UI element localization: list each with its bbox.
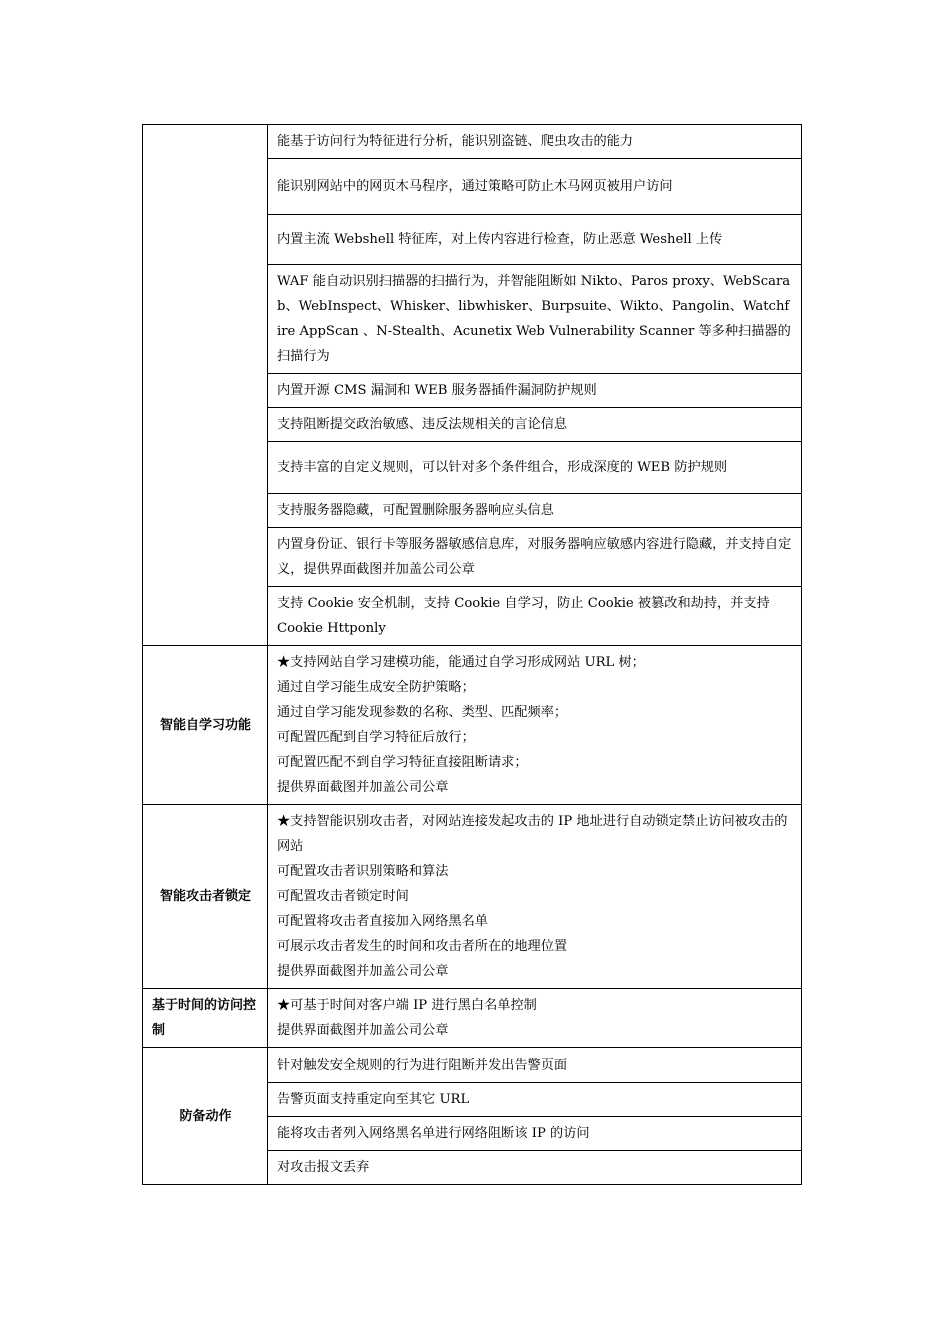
requirement-cell: ★支持网站自学习建模功能，能通过自学习形成网站 URL 树； 通过自学习能生成安全防护策略； 通过自学习能发现参数的名称、类型、匹配频率； 可配置匹配到自学习特征后放行； 可配置匹配不到自学习特征直接阻断请求； 提供界面截图并加盖公司公章: [268, 646, 802, 805]
requirement-cell: 对攻击报文丢弃: [268, 1151, 802, 1185]
requirement-cell: 支持丰富的自定义规则，可以针对多个条件组合，形成深度的 WEB 防护规则: [268, 442, 802, 494]
requirement-cell: WAF 能自动识别扫描器的扫描行为，并智能阻断如 Nikto、Paros proxy、WebScarab、WebInspect、Whisker、libwhisker、Burpsuite、Wikto、Pangolin、Watchfire AppScan 、N-Stealth、Acunetix Web Vulnerability Scanner 等多种扫描器的扫描行为: [268, 265, 802, 374]
category-cell: 智能攻击者锁定: [143, 805, 268, 989]
requirement-cell: 支持 Cookie 安全机制，支持 Cookie 自学习，防止 Cookie 被篡改和劫持，并支持 Cookie Httponly: [268, 587, 802, 646]
requirement-cell: 内置主流 Webshell 特征库，对上传内容进行检查，防止恶意 Weshell 上传: [268, 215, 802, 265]
requirement-cell: 告警页面支持重定向至其它 URL: [268, 1083, 802, 1117]
category-cell: [143, 125, 268, 646]
requirement-cell: 能识别网站中的网页木马程序，通过策略可防止木马网页被用户访问: [268, 159, 802, 215]
requirement-cell: 能基于访问行为特征进行分析，能识别盗链、爬虫攻击的能力: [268, 125, 802, 159]
category-cell: 智能自学习功能: [143, 646, 268, 805]
requirement-cell: 支持服务器隐藏，可配置删除服务器响应头信息: [268, 494, 802, 528]
requirement-cell: 能将攻击者列入网络黑名单进行网络阻断该 IP 的访问: [268, 1117, 802, 1151]
table-row: [143, 1048, 802, 1083]
requirement-cell: ★支持智能识别攻击者，对网站连接发起攻击的 IP 地址进行自动锁定禁止访问被攻击的网站 可配置攻击者识别策略和算法 可配置攻击者锁定时间 可配置将攻击者直接加入网络黑名单 可展示攻击者发生的时间和攻击者所在的地理位置 提供界面截图并加盖公司公章: [268, 805, 802, 989]
requirement-cell: ★可基于时间对客户端 IP 进行黑白名单控制 提供界面截图并加盖公司公章: [268, 989, 802, 1048]
requirements-table: [142, 124, 802, 1185]
table-row: [143, 646, 802, 805]
table-row: [143, 805, 802, 989]
category-cell: 基于时间的访问控制: [143, 989, 268, 1048]
requirement-cell: 内置身份证、银行卡等服务器敏感信息库，对服务器响应敏感内容进行隐藏，并支持自定义，提供界面截图并加盖公司公章: [268, 528, 802, 587]
table-row: [143, 989, 802, 1048]
requirement-cell: 针对触发安全规则的行为进行阻断并发出告警页面: [268, 1048, 802, 1083]
table-row: [143, 125, 802, 159]
requirement-cell: 内置开源 CMS 漏洞和 WEB 服务器插件漏洞防护规则: [268, 374, 802, 408]
category-cell: 防备动作: [143, 1048, 268, 1185]
requirement-cell: 支持阻断提交政治敏感、违反法规相关的言论信息: [268, 408, 802, 442]
